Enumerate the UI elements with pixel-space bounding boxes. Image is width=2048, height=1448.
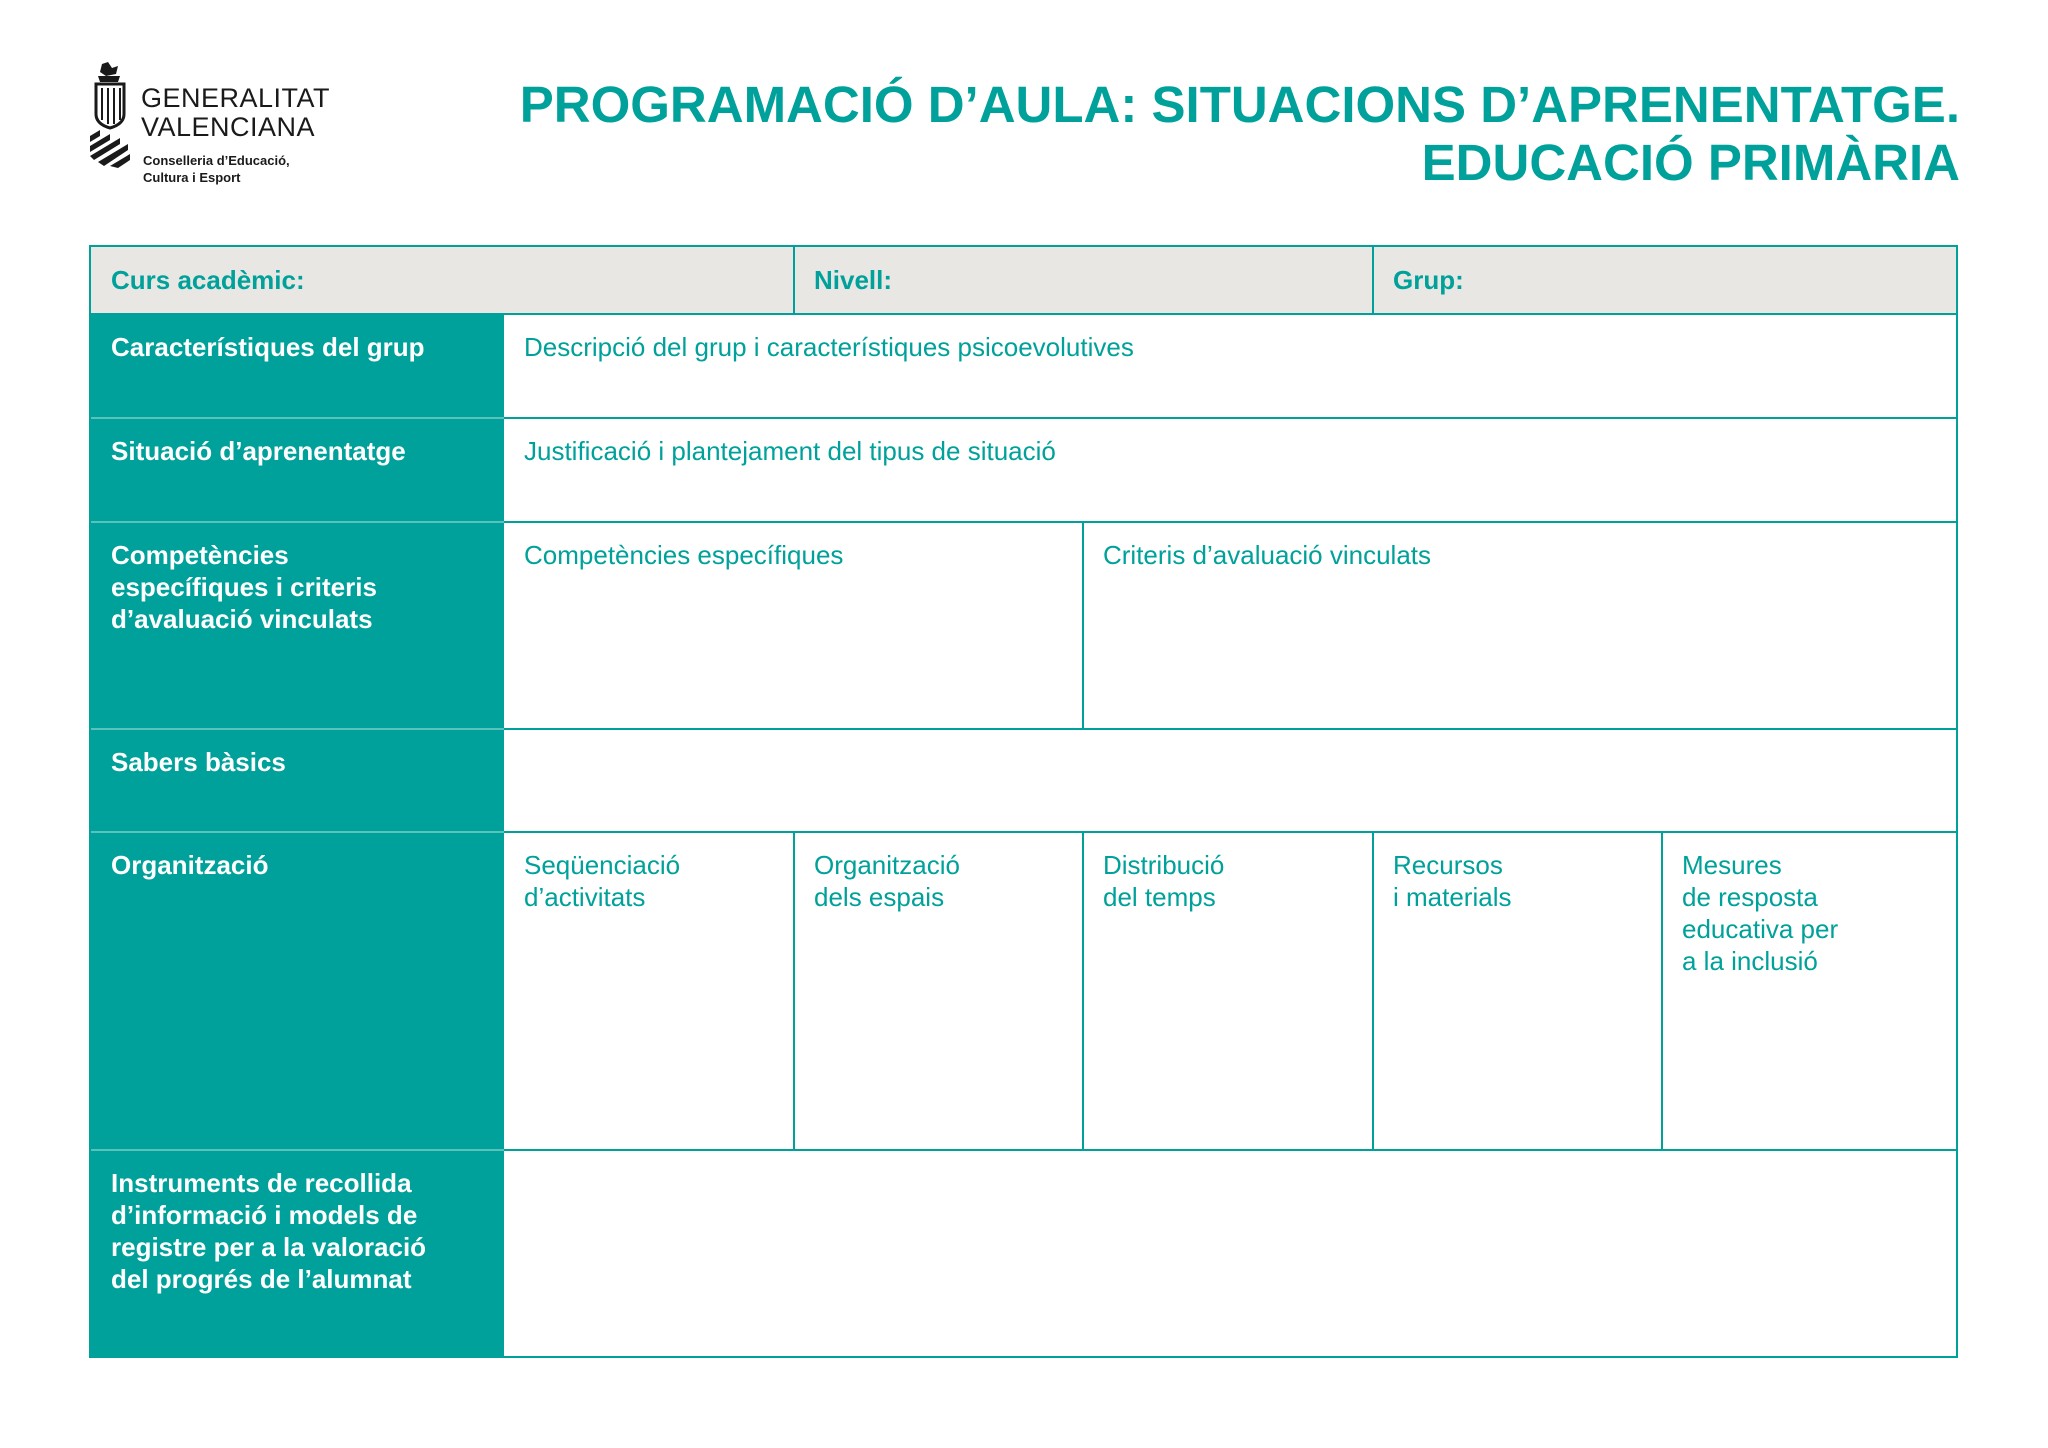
row-label-situacio [91,418,504,522]
caracteristiques-field[interactable] [504,314,1956,418]
sabers-basics-field[interactable] [504,729,1956,832]
divider [91,728,504,730]
row-label-caracteristiques [91,314,504,418]
recursos-materials-field[interactable] [1373,832,1662,1150]
row-label-sabers [91,729,504,832]
recursos-materials-hint: Recursos i materials [1393,850,1512,912]
lesson-plan-table [89,245,1958,1358]
page-title-line2: EDUCACIÓ PRIMÀRIA [1421,134,1960,191]
organitzacio-label: Organització [111,850,269,880]
divider [1372,832,1374,1150]
situacio-label: Situació d’aprenentatge [111,436,406,466]
divider [504,1149,1956,1151]
curs-academic-field[interactable] [91,247,794,314]
mesures-inclusio-field[interactable] [1662,832,1956,1150]
divider [504,831,1956,833]
mesures-inclusio-hint: Mesures de resposta educativa per a la inclusió [1682,850,1839,976]
instruments-label: Instruments de recollida d’informació i models de registre per a la valoració del progrés de l’alumnat [111,1168,427,1294]
situacio-field[interactable] [504,418,1956,522]
divider [91,521,504,523]
divider [504,728,1956,730]
divider [1082,522,1084,729]
instruments-field[interactable] [504,1150,1956,1356]
divider [793,832,795,1150]
generalitat-logo [88,62,368,192]
grup-field[interactable] [1373,247,1956,314]
divider [91,417,504,419]
divider [1082,832,1084,1150]
logo-name-line2: VALENCIANA [141,112,316,142]
divider [504,521,1956,523]
divider [91,831,504,833]
nivell-field[interactable] [794,247,1373,314]
sequenciacio-field[interactable] [504,832,794,1150]
logo-name-line1: GENERALITAT [141,83,331,113]
caracteristiques-hint: Descripció del grup i característiques psicoevolutives [524,332,1134,362]
competencies-especifiques-hint: Competències específiques [524,540,844,570]
divider [91,313,1956,315]
divider [91,1149,504,1151]
nivell-label: Nivell: [814,265,893,295]
criteris-avaluacio-hint: Criteris d’avaluació vinculats [1103,540,1432,570]
organitzacio-espais-hint: Organització dels espais [814,850,960,912]
divider [793,247,795,313]
page-title [520,76,1960,192]
distribucio-temps-field[interactable] [1083,832,1373,1150]
row-label-organitzacio [91,832,504,1150]
competencies-especifiques-field[interactable] [504,522,1083,729]
sequenciacio-hint: Seqüenciació d’activitats [524,850,681,912]
caracteristiques-label: Característiques del grup [111,332,425,362]
logo-dept-line1: Conselleria d’Educació, [143,153,290,168]
distribucio-temps-hint: Distribució del temps [1103,850,1225,912]
curs-academic-label: Curs acadèmic: [111,265,305,295]
grup-label: Grup: [1393,265,1464,295]
row-label-competencies [91,522,504,729]
logo-dept-line2: Cultura i Esport [143,170,241,185]
competencies-label: Competències específiques i criteris d’avaluació vinculats [111,540,377,634]
organitzacio-espais-field[interactable] [794,832,1083,1150]
divider [1661,832,1663,1150]
sabers-label: Sabers bàsics [111,747,286,777]
coat-of-arms-icon [88,62,132,170]
logo-name [141,84,330,142]
page-title-line1: PROGRAMACIÓ D’AULA: SITUACIONS D’APRENENTATGE. [519,76,1960,133]
logo-department [143,152,290,186]
situacio-hint: Justificació i plantejament del tipus de situació [524,436,1056,466]
divider [1372,247,1374,313]
divider [504,417,1956,419]
row-label-instruments [91,1150,504,1356]
criteris-avaluacio-field[interactable] [1083,522,1956,729]
